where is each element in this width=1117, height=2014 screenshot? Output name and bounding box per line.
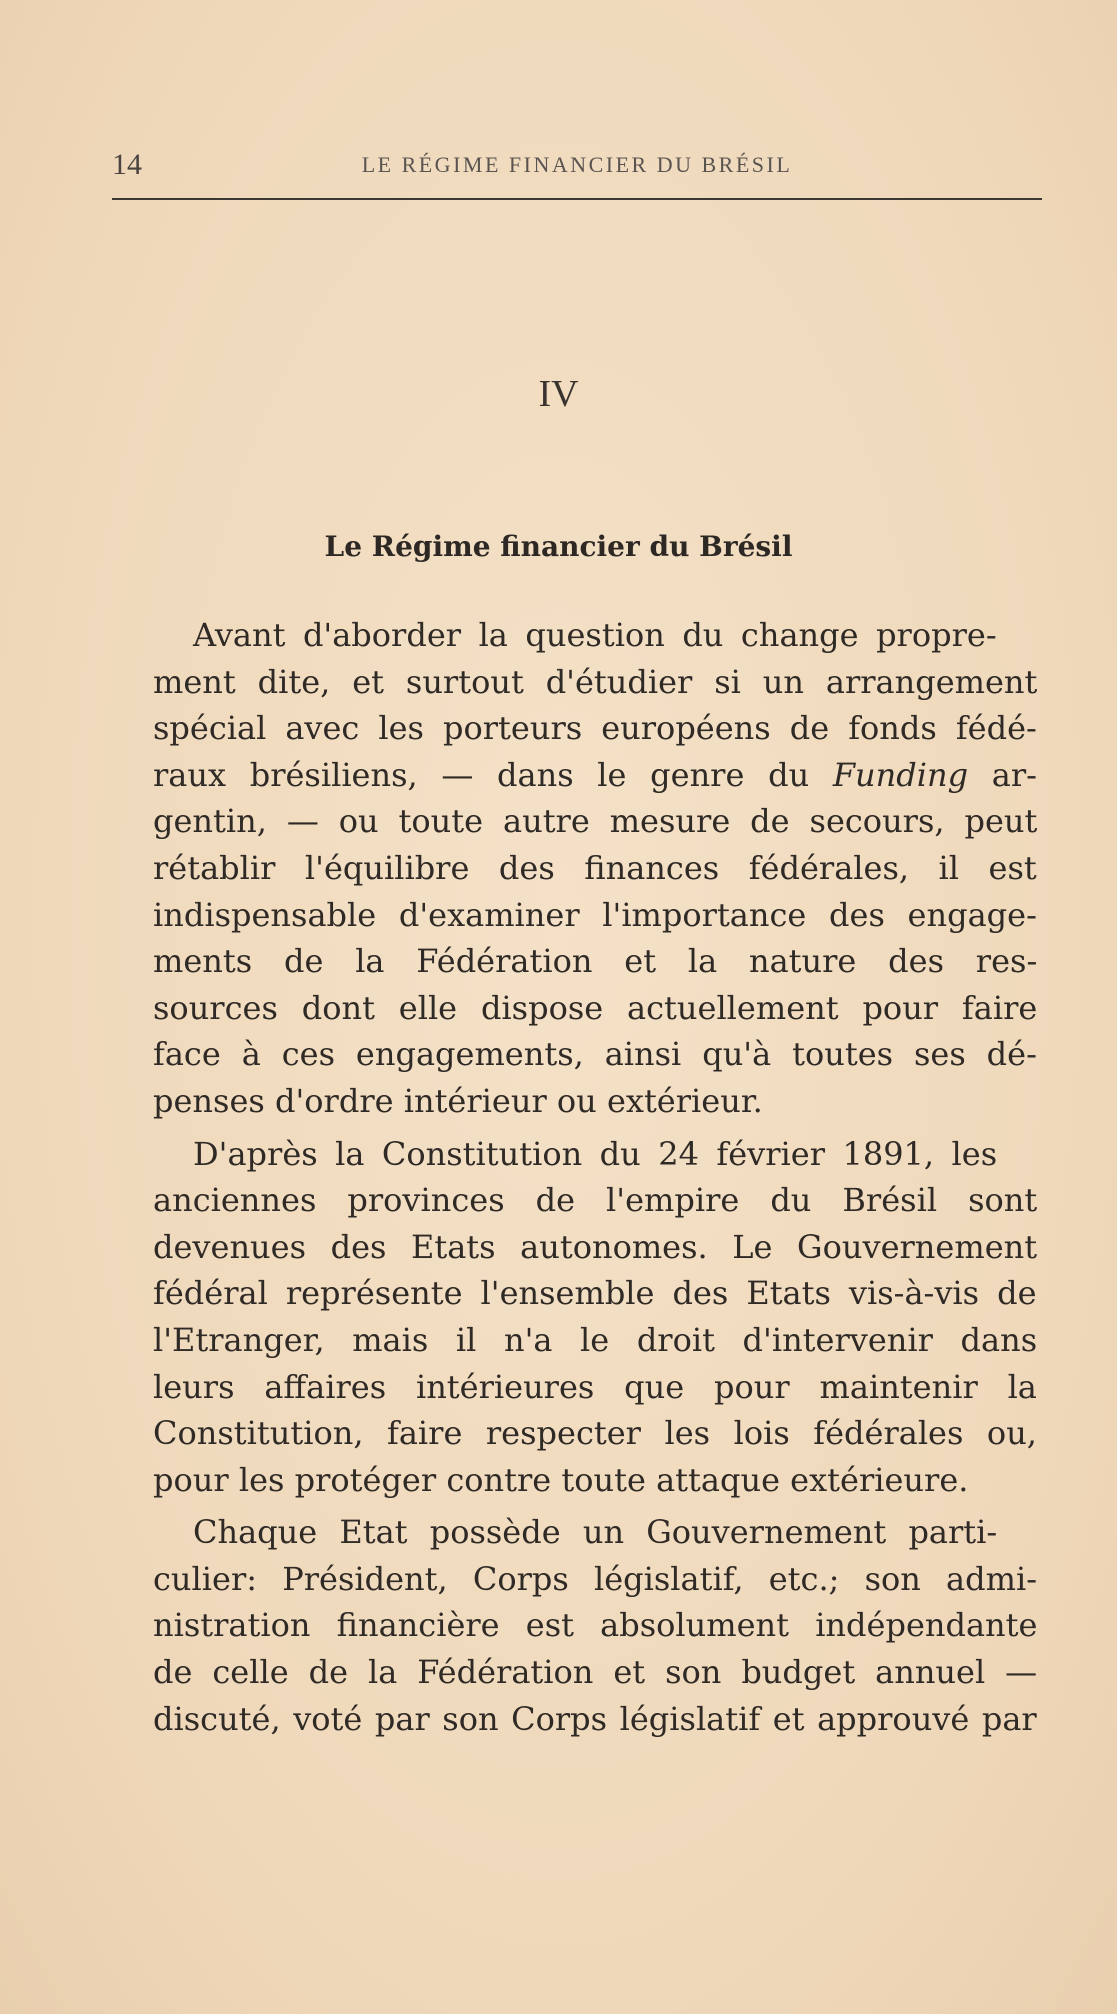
text-line: face à ces engagements, ainsi qu'à toutes ses dé- [153,1035,1037,1074]
text-fragment: ar- [968,755,1037,794]
text-line: de celle de la Fédération et son budget annuel — [153,1653,1038,1692]
page-number: 14 [112,148,142,181]
text-line: sources dont elle dispose actuellement pour faire [153,988,1038,1027]
text-line: D'après la Constitution du 24 février 1891, les [193,1134,998,1173]
text-line: pour les protéger contre toute attaque extérieure. [153,1460,969,1499]
text-line: Avant d'aborder la question du change propre- [193,616,997,654]
text-line: leurs affaires intérieures que pour maintenir la [153,1367,1037,1406]
text-line: gentin, — ou toute autre mesure de secours, peut [153,802,1038,841]
text-line: devenues des Etats autonomes. Le Gouvernement [153,1227,1038,1266]
text-line: fédéral représente l'ensemble des Etats vis-à-vis de [153,1274,1037,1313]
text-line: ments de la Fédération et la nature des res- [153,942,1038,981]
text-line: nistration financière est absolument indépendante [153,1606,1038,1645]
chapter-title: Le Régime financier du Brésil [324,530,793,563]
text-line: penses d'ordre intérieur ou extérieur. [153,1081,763,1120]
text-line: discuté, voté par son Corps législatif et approuvé par [153,1699,1037,1738]
text-line: l'Etranger, mais il n'a le droit d'intervenir dans [153,1320,1038,1359]
running-title: LE RÉGIME FINANCIER DU BRÉSIL [361,152,793,177]
text-line-funding [113,752,1037,799]
body-text [113,612,1037,1742]
text-line: rétablir l'équilibre des finances fédérales, il est [153,848,1037,887]
chapter-number: IV [538,373,579,415]
paragraph-1 [113,612,1037,1125]
text-fragment: raux brésiliens, — dans le genre du [153,755,833,794]
paragraph-2 [113,1131,1037,1504]
paragraph-3 [113,1509,1037,1742]
text-line: anciennes provinces de l'empire du Brésil sont [153,1181,1038,1220]
header-rule [112,198,1042,200]
running-head [112,148,1042,184]
text-line: indispensable d'examiner l'importance des engage- [153,895,1037,934]
text-line: culier: Président, Corps législatif, etc.; son admi- [153,1559,1037,1598]
text-line: spécial avec les porteurs européens de fonds fédé- [153,709,1037,748]
italic-term: Funding [832,755,969,794]
text-line: Constitution, faire respecter les lois fédérales ou, [153,1414,1037,1453]
text-line: ment dite, et surtout d'étudier si un arrangement [153,662,1038,701]
text-line: Chaque Etat possède un Gouvernement parti- [193,1513,998,1552]
